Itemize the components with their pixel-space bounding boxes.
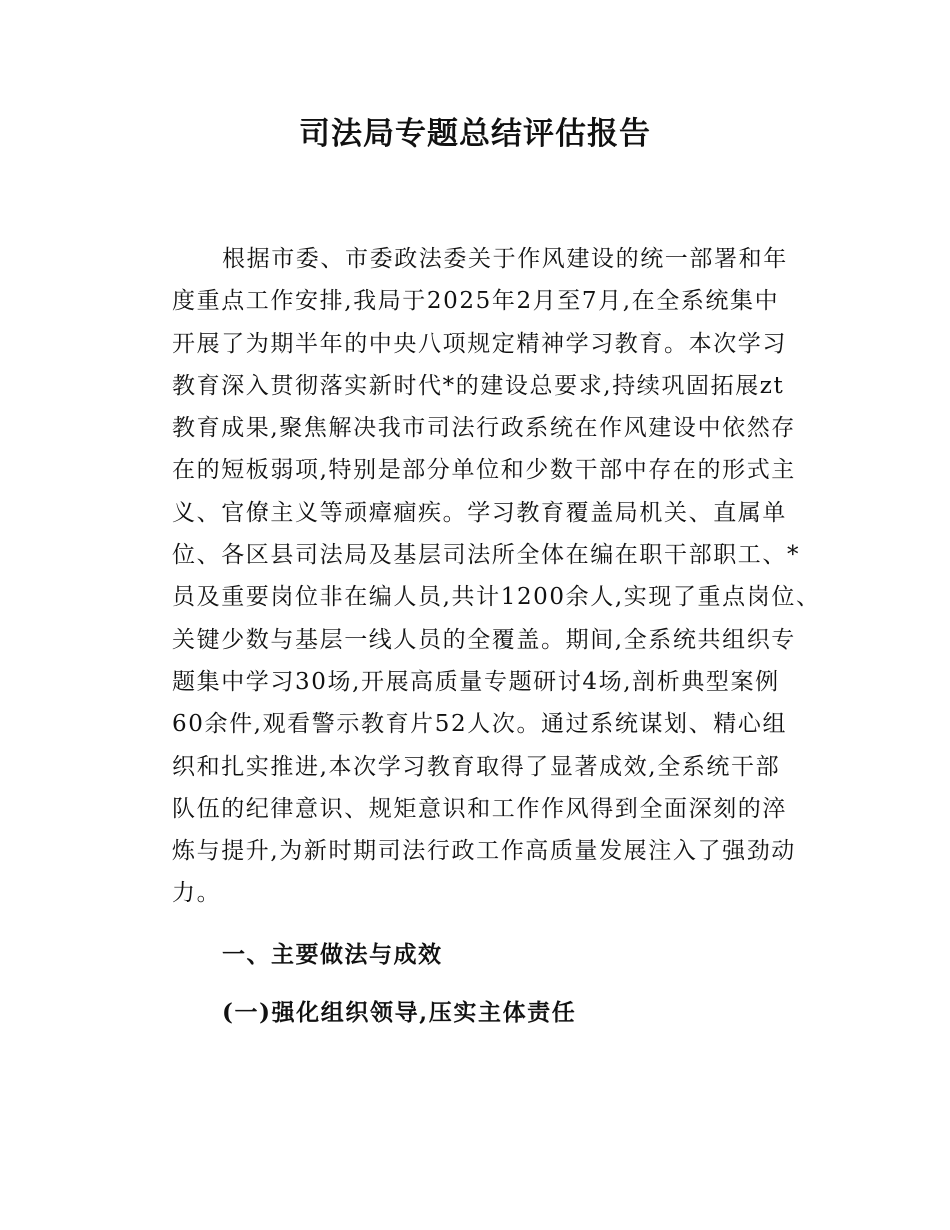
paragraph-line: 关键少数与基层一线人员的全覆盖。期间,全系统共组织专 (172, 626, 796, 653)
section-heading: 一、主要做法与成效 (222, 942, 443, 968)
paragraph-line: 位、各区县司法局及基层司法所全体在编在职干部职工、* (172, 542, 801, 569)
paragraph-line: 炼与提升,为新时期司法行政工作高质量发展注入了强劲动 (172, 838, 796, 865)
paragraph-line: 义、官僚主义等顽瘴痼疾。学习教育覆盖局机关、直属单 (172, 499, 787, 526)
paragraph-line: 教育深入贯彻落实新时代*的建设总要求,持续巩固拓展zt (172, 372, 785, 399)
paragraph-line: 开展了为期半年的中央八项规定精神学习教育。本次学习 (172, 330, 787, 357)
paragraph-line: 教育成果,聚焦解决我市司法行政系统在作风建设中依然存 (172, 415, 796, 442)
paragraph-line: 根据市委、市委政法委关于作风建设的统一部署和年 (222, 246, 788, 272)
paragraph-line: 在的短板弱项,特别是部分单位和少数干部中存在的形式主 (172, 457, 796, 484)
paragraph-line: 度重点工作安排,我局于2025年2月至7月,在全系统集中 (172, 288, 780, 315)
paragraph-line: 力。 (172, 880, 222, 907)
paragraph-line: 队伍的纪律意识、规矩意识和工作作风得到全面深刻的淬 (172, 795, 787, 822)
paragraph-line: 题集中学习30场,开展高质量专题研讨4场,剖析典型案例 (172, 668, 780, 695)
subsection-heading: (一)强化组织领导,压实主体责任 (222, 999, 577, 1026)
paragraph-line: 60余件,观看警示教育片52人次。通过系统谋划、精心组 (172, 711, 788, 738)
paragraph-line: 员及重要岗位非在编人员,共计1200余人,实现了重点岗位、 (172, 584, 821, 611)
intro-paragraph (172, 238, 821, 915)
document-title: 司法局专题总结评估报告 (299, 116, 651, 152)
paragraph-line: 织和扎实推进,本次学习教育取得了显著成效,全系统干部 (172, 753, 781, 780)
